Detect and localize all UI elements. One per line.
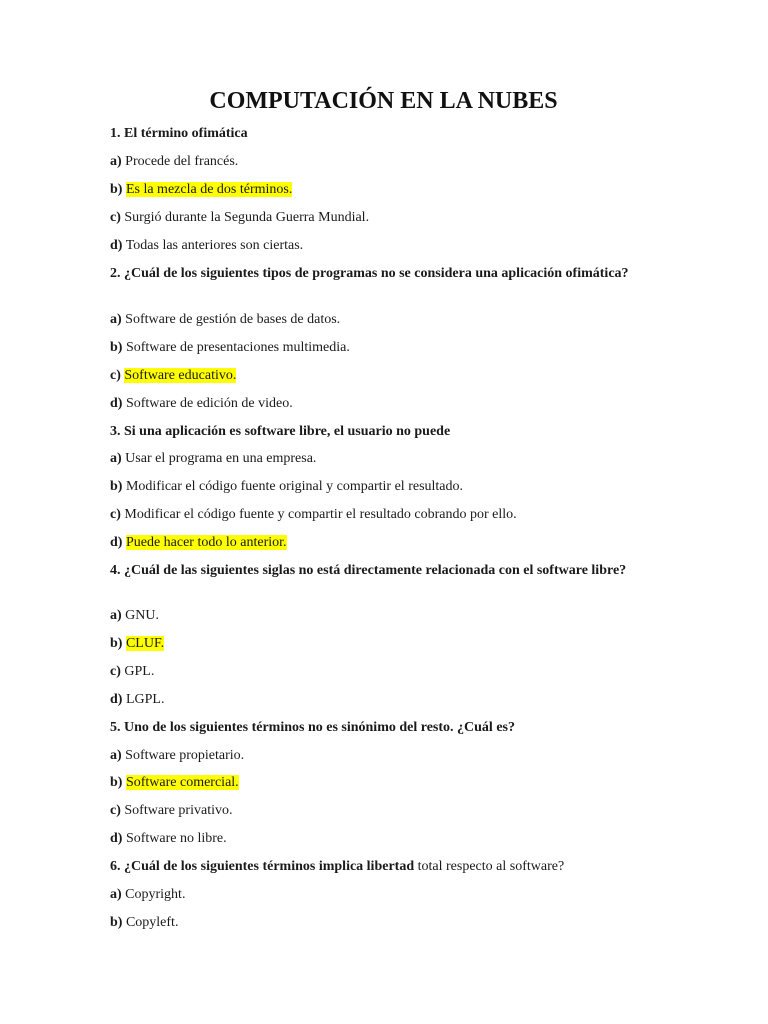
question-text: ¿Cuál de las siguientes siglas no está directamente relacionada con el software libre? (124, 563, 627, 578)
question-number: 4. (110, 563, 121, 578)
option-letter: b) (110, 915, 123, 930)
question-text: El término ofimática (124, 126, 248, 141)
question-number: 3. (110, 424, 121, 439)
option-1a (110, 153, 657, 171)
option-text-highlighted: Software educativo. (124, 368, 237, 383)
document-title: COMPUTACIÓN EN LA NUBES (209, 88, 558, 114)
option-text: Modificar el código fuente y compartir el resultado cobrando por ello. (124, 507, 517, 522)
option-text: Usar el programa en una empresa. (125, 451, 317, 466)
option-letter: d) (110, 238, 123, 253)
option-text: Todas las anteriores son ciertas. (125, 238, 304, 253)
option-5d (110, 830, 657, 848)
question-text: ¿Cuál de los siguientes términos implica libertad (124, 859, 415, 874)
option-letter: a) (110, 312, 122, 327)
option-2d (110, 395, 657, 413)
option-text: Surgió durante la Segunda Guerra Mundial. (124, 210, 370, 225)
option-letter: a) (110, 608, 122, 623)
question-number: 5. (110, 720, 121, 735)
option-letter: c) (110, 368, 121, 383)
option-letter: a) (110, 451, 122, 466)
option-letter: b) (110, 636, 123, 651)
option-letter: d) (110, 831, 123, 846)
question-number: 6. (110, 859, 121, 874)
option-3a (110, 450, 657, 468)
option-4a (110, 607, 657, 625)
option-1c (110, 209, 657, 227)
option-letter: d) (110, 692, 123, 707)
option-text: Software privativo. (124, 803, 233, 818)
option-text-highlighted: CLUF. (125, 636, 165, 651)
option-letter: b) (110, 479, 123, 494)
option-text: GPL. (124, 664, 155, 679)
question-5 (110, 719, 657, 737)
option-text: Software de edición de video. (125, 396, 293, 411)
question-3 (110, 423, 657, 441)
option-letter: c) (110, 210, 121, 225)
option-letter: c) (110, 803, 121, 818)
option-letter: c) (110, 664, 121, 679)
question-2 (110, 265, 657, 283)
option-letter: a) (110, 887, 122, 902)
question-number: 2. (110, 266, 121, 281)
option-2a (110, 311, 657, 329)
option-5b (110, 774, 657, 792)
option-text: Copyright. (125, 887, 186, 902)
option-6a (110, 886, 657, 904)
option-letter: a) (110, 154, 122, 169)
option-1b (110, 181, 657, 199)
option-3c (110, 506, 657, 524)
option-4c (110, 663, 657, 681)
option-text: GNU. (125, 608, 160, 623)
option-text: Software propietario. (125, 748, 245, 763)
option-letter: b) (110, 182, 123, 197)
option-2b (110, 339, 657, 357)
question-text: Uno de los siguientes términos no es sinónimo del resto. ¿Cuál es? (124, 720, 515, 735)
option-6b (110, 914, 657, 932)
option-text: Software de gestión de bases de datos. (125, 312, 341, 327)
option-text: Copyleft. (125, 915, 179, 930)
question-1 (110, 125, 657, 143)
option-5c (110, 802, 657, 820)
option-text: Software no libre. (125, 831, 227, 846)
question-4 (110, 562, 657, 580)
option-text: Modificar el código fuente original y compartir el resultado. (125, 479, 464, 494)
question-text-tail: total respecto al software? (417, 859, 565, 874)
option-letter: d) (110, 396, 123, 411)
option-5a (110, 747, 657, 765)
option-letter: b) (110, 775, 123, 790)
option-3b (110, 478, 657, 496)
option-letter: c) (110, 507, 121, 522)
option-4d (110, 691, 657, 709)
question-text: Si una aplicación es software libre, el usuario no puede (124, 424, 451, 439)
question-text: ¿Cuál de los siguientes tipos de programas no se considera una aplicación ofimática? (124, 266, 629, 281)
option-2c (110, 367, 657, 385)
option-letter: d) (110, 535, 123, 550)
option-text: Procede del francés. (125, 154, 239, 169)
option-text: LGPL. (125, 692, 165, 707)
option-text: Software de presentaciones multimedia. (125, 340, 350, 355)
question-6 (110, 858, 657, 876)
option-1d (110, 237, 657, 255)
option-letter: a) (110, 748, 122, 763)
option-text-highlighted: Es la mezcla de dos términos. (125, 182, 293, 197)
option-4b (110, 635, 657, 653)
question-number: 1. (110, 126, 121, 141)
option-letter: b) (110, 340, 123, 355)
option-text-highlighted: Software comercial. (125, 775, 239, 790)
option-3d (110, 534, 657, 552)
option-text-highlighted: Puede hacer todo lo anterior. (125, 535, 287, 550)
